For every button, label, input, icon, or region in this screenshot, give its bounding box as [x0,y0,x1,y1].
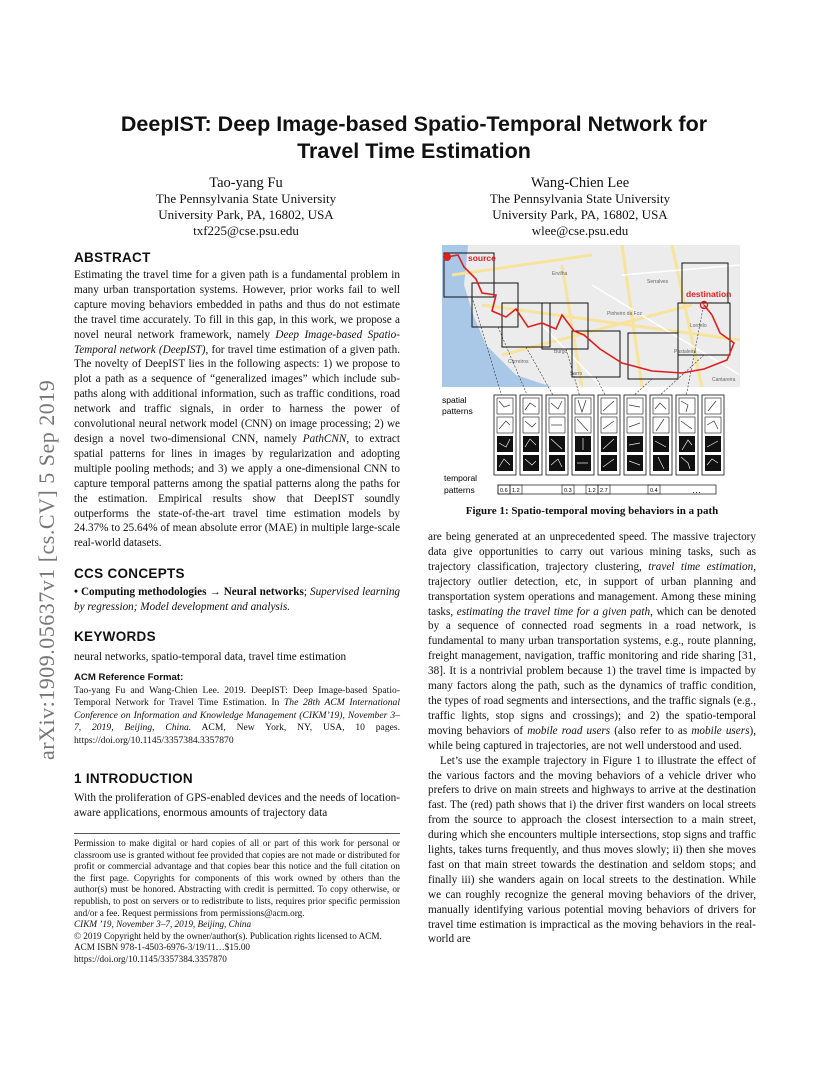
acm-ref-text-1: Tao-yang Fu and Wang-Chien Lee. 2019. DeepIST: Deep Image-based Spatio-Temporal Network for Travel Time Estimation. In [74,685,400,709]
author-address: University Park, PA, 16802, USA [492,207,668,222]
intro-em-3: mobile road users [527,724,611,737]
author-address: University Park, PA, 16802, USA [158,207,334,222]
temporal-value: 0.6 [500,488,508,494]
intro-heading: 1 INTRODUCTION [74,771,193,786]
source-label: source [468,253,496,263]
map-label-cantareira: Cantareira [712,377,736,383]
map-panel [442,245,740,387]
acm-ref-heading: ACM Reference Format: [74,672,184,683]
temporal-value: 0.3 [564,488,572,494]
intro-text-4: (also refer to as [610,724,692,737]
author-name: Wang-Chien Lee [530,175,630,191]
pattern-column [624,395,646,475]
map-label-lordelo: Lordelo [690,323,707,329]
source-marker [443,253,451,261]
intro-em-2: estimating the travel time for a given path [456,605,651,618]
destination-label: destination [686,289,732,299]
author-affiliation: The Pennsylvania State University [155,191,337,206]
ccs-bold: • Computing methodologies → Neural networks [74,586,304,598]
author-email[interactable]: txf225@cse.psu.edu [193,223,299,238]
author-block-1 [96,175,396,239]
map-label-burgo: Burgo [554,349,568,355]
doi-line[interactable]: https://doi.org/10.1145/3357384.3357870 [74,953,227,964]
author-name: Tao-yang Fu [209,175,283,191]
intro-text-3: , which can be denoted by a sequence of connected road segments in a road network, is fundamental to many urban transportation systems, e.g., route planning, freight management, navigation, traffic monitoring and ride sharing [31, 38]. It is a nontrivial problem because 1) the travel time is impacted by many factors along the path, such as the dynamics of traffic condition, the types of road segments and intersections, and the traffic signals (e.g., traffic lights, stop signs and crossings); and 2) the spatio-temporal moving behaviors of [428,605,757,737]
abstract-text-1: Estimating the travel time for a given path is a fundamental problem in many urban transportation systems. However, prior works fail to well capture moving behaviors embedded in paths and thus do not estimate the travel time accurately. To fill in this gap, in this work, we propose a novel neural network framework, namely [74,269,400,341]
ccs-heading: CCS CONCEPTS [74,566,185,581]
conf-line: CIKM ’19, November 3–7, 2019, Beijing, China [74,919,252,930]
intro-em-1: travel time estimation [648,560,754,573]
intro-right-text [428,530,756,947]
abstract-text-2: , for travel time estimation of a given path. The novelty of DeepIST lies in the following aspects: 1) we propose to plot a path as a sequence of “generalized images” which include sub-paths along with additional information, such as traffic conditions, road network and traffic signals, in order to harness the power of convolutional neural network model (CNN) on image processing; 2) we design a novel two-dimensional CNN, namely [74,343,400,445]
keywords-body: neural networks, spatio-temporal data, travel time estimation [74,651,347,663]
keywords-heading: KEYWORDS [74,629,156,644]
temporal-ellipsis: … [692,485,701,495]
pattern-column [520,395,542,475]
pattern-column [546,395,568,475]
acm-ref-body [74,685,400,747]
intro-em-4: mobile users [691,724,750,737]
pattern-column [494,395,516,475]
author-block-2 [430,175,730,239]
temporal-value: 1.2 [588,488,596,494]
arxiv-stamp: arXiv:1909.05637v1 [cs.CV] 5 Sep 2019 [34,379,59,760]
intro-text-5: ), while being captured in trajectories, are not well understood and used. [428,724,756,752]
spatial-pattern-columns [494,395,724,475]
title-line-1: DeepIST: Deep Image-based Spatio-Temporal Network for [120,112,708,136]
paper-title [60,111,768,165]
isbn-line: ACM ISBN 978-1-4503-6976-3/19/11…$15.00 [74,942,251,953]
abstract-heading: ABSTRACT [74,250,151,265]
map-label-ervilha: Ervilha [552,271,568,277]
abstract-em-1: Deep Image-based Spatio-Temporal network (DeepIST) [74,328,400,356]
pattern-column [676,395,698,475]
pattern-column [650,395,672,475]
temporal-pattern-bar [498,485,716,495]
map-label-pastaleira: Pastaleira [674,349,697,355]
acm-ref-text-2: ACM, New York, NY, USA, 10 pages. https://doi.org/10.1145/3357384.3357870 [74,722,401,746]
ccs-em: Supervised learning by regression; Model development and analysis. [74,586,401,613]
abstract-em-2: PathCNN [302,432,347,445]
intro-text-2: , trajectory outlier detection, etc, in support of urban planning and transportation system operations and management. Among these mining tasks, [428,560,756,618]
abstract-text-3: , to extract spatial patterns for lines in images by regularization and adopting multiple pooling methods; and 3) we apply a one-dimensional CNN to capture temporal patterns among the spatial patterns along the paths for the estimation. Empirical results show that DeepIST soundly outperforms the state-of-the-art travel time estimation models by 24.37% to 25.64% of mean absolute error (MAE) in multiple large-scale real-world datasets. [74,432,400,550]
intro-text-1: are being generated at an unprecedented speed. The massive trajectory data give opportunities to carry out various mining tasks, such as trajectory classification, trajectory clustering, [428,531,756,573]
temporal-value: 0.4 [650,488,658,494]
ccs-body [74,585,400,615]
ccs-sep: ; [303,586,310,598]
author-email[interactable]: wlee@cse.psu.edu [531,223,629,238]
figure-1 [442,245,742,503]
footnote [74,838,400,966]
temporal-value: 1.2 [512,488,520,494]
map-label-carreiros: Carreiros [508,359,529,365]
title-line-2: Travel Time Estimation [297,139,531,163]
acm-ref-em: The 28th ACM International Conference on Information and Knowledge Management (CIKM’19), November 3–7, 2019, Beijing, China. [74,697,400,734]
map-label-pinheiro: Pinheiro da Foz [607,311,643,317]
temporal-label-1: temporal [444,473,478,483]
spatial-label-2: patterns [442,406,473,416]
pattern-column [572,395,594,475]
pattern-column [598,395,620,475]
permission-notice: Permission to make digital or hard copies of all or part of this work for personal or classroom use is granted without fee provided that copies are not made or distributed for profit or commercial advantage and that copies bear this notice and the full citation on the first page. Copyrights for components of this work owned by others than the author(s) must be honored. Abstracting with credit is permitted. To copy otherwise, or republish, to post on servers or to redistribute to lists, requires prior specific permission and/or a fee. Request permissions from permissions@acm.org. [74,838,400,918]
figure-caption: Figure 1: Spatio-temporal moving behaviors in a path [465,505,719,517]
intro-paragraph-2: Let’s use the example trajectory in Figure 1 to illustrate the effect of the various factors and the moving behaviors of a vehicle driver who prefers to drive on main streets and highways to arrive at the destination fast. The (red) path shows that i) the driver first wanders on local streets from the source to approach the closest intersection to a main street, during which she encounters multiple intersections, stop signs and traffic lights, takes turns frequently, and thus moves slowly; ii) then she moves fast on that main street towards the destination and seldom stops; and finally iii) she wanders again on local streets to the destination. While we can roughly recognize the general moving behaviors of the driver, manually identifying various potential moving behaviors of drivers for travel time estimation is impractical as the moving behaviors in the real-world are [428,754,756,946]
abstract-body [74,268,400,551]
pattern-column [702,395,724,475]
spatial-label-1: spatial [442,395,467,405]
copyright-line: © 2019 Copyright held by the owner/author(s). Publication rights licensed to ACM. [74,930,382,941]
map-label-serralves: Serralves [647,279,669,285]
map-label-sarro: Sarro [570,371,583,377]
temporal-value: 2.7 [600,488,608,494]
author-affiliation: The Pennsylvania State University [489,191,671,206]
temporal-label-2: patterns [444,485,475,495]
intro-left-text: With the proliferation of GPS-enabled devices and the needs of location-aware applications, enormous amounts of trajectory data [74,792,400,819]
footnote-divider [74,833,400,834]
